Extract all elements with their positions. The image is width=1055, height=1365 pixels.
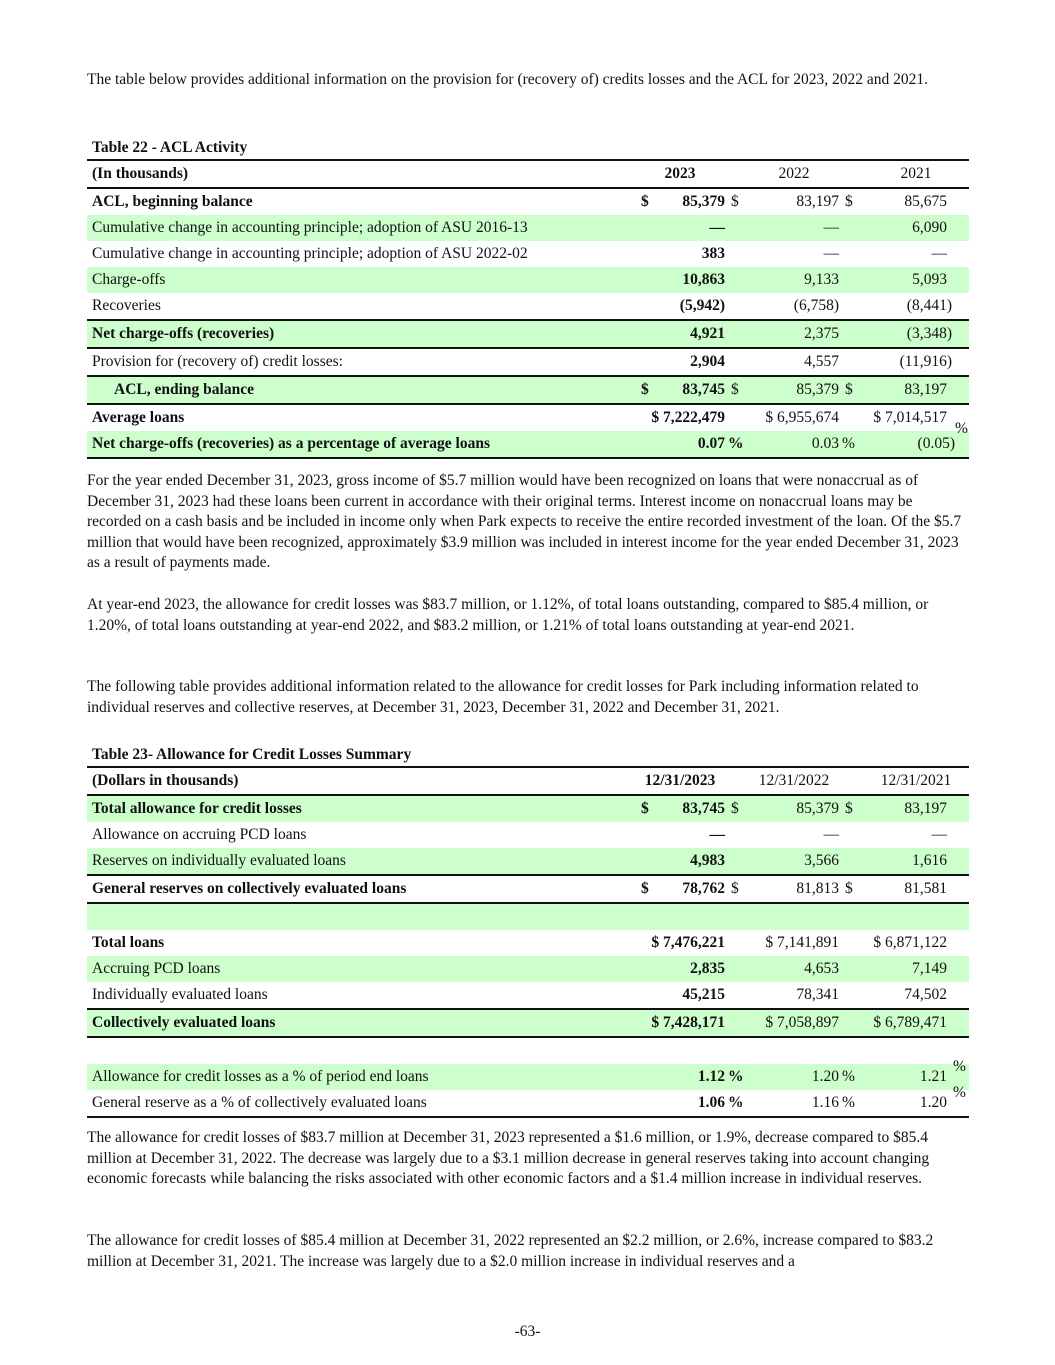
percent-sign: % xyxy=(839,1064,863,1090)
row-label: Recoveries xyxy=(87,293,635,320)
currency-symbol: $ xyxy=(725,376,749,404)
currency-symbol: $ xyxy=(635,795,659,822)
cell-value: (5,942) xyxy=(659,293,725,320)
row-label: ACL, beginning balance xyxy=(92,193,253,210)
table-row xyxy=(87,376,969,404)
currency-symbol: $ xyxy=(641,193,649,210)
cell-value: — xyxy=(823,245,839,262)
table-row xyxy=(87,215,969,241)
cell-value: 81,581 xyxy=(893,875,969,903)
paragraph-allowance-yearend: At year-end 2023, the allowance for credit losses was $83.7 million, or 1.12%, of total loans outstanding, compared to $85.4 million, or 1.20%, of total loans outstanding at year-end 2022, and $83.2 million, or 1.21% of total loans outstanding at year-end 2021. xyxy=(87,596,929,634)
cell-value: 7,149 xyxy=(893,956,969,982)
cell-value: (8,441) xyxy=(893,293,969,320)
percent-sign: % xyxy=(955,420,968,437)
row-label: Total allowance for credit losses xyxy=(87,795,635,822)
row-label: Accruing PCD loans xyxy=(87,956,635,982)
column-header-2022: 12/31/2022 xyxy=(749,767,839,795)
table-header-row xyxy=(87,767,969,795)
table-row xyxy=(87,1064,969,1090)
currency-symbol: $ xyxy=(839,875,863,903)
table-22-title: Table 22 - ACL Activity xyxy=(92,139,248,156)
cell-value: 78,341 xyxy=(779,982,839,1009)
table-row xyxy=(87,431,969,458)
cell-value: 9,133 xyxy=(779,267,839,293)
row-label: General reserve as a % of collectively evaluated loans xyxy=(87,1090,635,1117)
row-label: Charge-offs xyxy=(87,267,635,293)
cell-value: 85,379 xyxy=(779,376,839,404)
percent-sign: % xyxy=(839,1090,863,1117)
paragraph-2022-allowance-change: The allowance for credit losses of $85.4 million at December 31, 2022 represented an $2.2 million, or 2.6%, increase compared to $83.2 million at December 31, 2021. The increase was largely due to a $2.0 million increase in individual reserves and a xyxy=(87,1232,934,1270)
cell-value: 2,835 xyxy=(659,956,725,982)
cell-value: 4,921 xyxy=(659,320,725,348)
table-row xyxy=(87,348,969,376)
paragraph-following-table: The following table provides additional information related to the allowance for credit losses for Park including information related to individual reserves and collective reserves, at December 31, 2023, December 31, 2022 and December 31, 2021. xyxy=(87,678,919,716)
cell-value: 4,983 xyxy=(659,848,725,875)
table-23-title: Table 23- Allowance for Credit Losses Summary xyxy=(92,746,412,763)
cell-value: 83,745 xyxy=(659,376,725,404)
cell-value: (3,348) xyxy=(893,320,969,348)
table-row xyxy=(87,1090,969,1117)
percent-sign: % xyxy=(725,1064,749,1090)
row-label: General reserves on collectively evaluated loans xyxy=(87,875,635,903)
table-row xyxy=(87,1009,969,1037)
table-row xyxy=(87,822,969,848)
cell-value: $ 7,141,891 xyxy=(765,934,839,951)
row-label: Provision for (recovery of) credit losses: xyxy=(87,348,635,376)
percent-sign: % xyxy=(953,1084,966,1101)
column-header-2023: 12/31/2023 xyxy=(635,767,725,795)
table-row xyxy=(87,848,969,875)
cell-value: $ 7,058,897 xyxy=(725,1009,839,1037)
cell-value: 1.06 xyxy=(659,1090,725,1117)
cell-value: (11,916) xyxy=(893,348,969,376)
cell-value: 1.16 xyxy=(779,1090,839,1117)
cell-value: 1.21 xyxy=(893,1064,969,1090)
cell-value: — xyxy=(709,826,725,843)
cell-value: 78,762 xyxy=(659,875,725,903)
cell-value: 5,093 xyxy=(893,267,969,293)
cell-value: 83,197 xyxy=(893,376,969,404)
row-label: Net charge-offs (recoveries) xyxy=(87,320,635,348)
cell-value: $ 6,871,122 xyxy=(873,934,947,951)
row-label: Individually evaluated loans xyxy=(87,982,635,1009)
percent-sign: % xyxy=(725,1090,749,1117)
page-number: -63- xyxy=(514,1323,541,1340)
cell-value: 45,215 xyxy=(659,982,725,1009)
cell-value: $ 6,955,674 xyxy=(765,409,839,426)
cell-value: $ 7,428,171 xyxy=(635,1009,725,1037)
currency-symbol: $ xyxy=(725,795,749,822)
cell-value: 85,675 xyxy=(904,193,947,210)
cell-value: — xyxy=(779,215,839,241)
row-label: Allowance for credit losses as a % of period end loans xyxy=(87,1064,635,1090)
column-header-2023: 2023 xyxy=(635,160,725,188)
cell-value: 0.03 xyxy=(779,431,839,458)
cell-value: 74,502 xyxy=(893,982,969,1009)
unit-label: (Dollars in thousands) xyxy=(87,767,635,795)
table-row xyxy=(87,795,969,822)
table-header-row xyxy=(87,160,969,188)
table-22-acl-activity xyxy=(87,159,969,459)
column-header-2022: 2022 xyxy=(749,160,839,188)
table-row xyxy=(87,930,969,956)
cell-value: 383 xyxy=(701,245,725,262)
row-label: ACL, ending balance xyxy=(87,376,635,404)
cell-value: 6,090 xyxy=(893,215,969,241)
row-label: Cumulative change in accounting principle; adoption of ASU 2016-13 xyxy=(87,215,635,241)
cell-value: $ 6,789,471 xyxy=(839,1009,969,1037)
row-label: Average loans xyxy=(92,409,185,426)
table-row xyxy=(87,241,969,267)
cell-value: $ 7,476,221 xyxy=(651,934,725,951)
table-row xyxy=(87,956,969,982)
cell-value: $ 7,222,479 xyxy=(651,409,725,426)
cell-value: 10,863 xyxy=(659,267,725,293)
row-label: Reserves on individually evaluated loans xyxy=(87,848,635,875)
currency-symbol: $ xyxy=(839,795,863,822)
percent-sign: % xyxy=(725,431,749,458)
paragraph-2023-allowance-change: The allowance for credit losses of $83.7 million at December 31, 2023 represented a $1.6 million, or 1.9%, decrease compared to $85.4 million at December 31, 2022. The decrease was largely due to a $3.1 million decrease in general reserves taking into account changing economic forecasts while balancing the risks associated with other economic factors and a $1.4 million increase in individual reserves. xyxy=(87,1129,930,1187)
cell-value: 1.20 xyxy=(779,1064,839,1090)
row-label: Allowance on accruing PCD loans xyxy=(92,826,307,843)
currency-symbol: $ xyxy=(839,376,863,404)
cell-value: 83,197 xyxy=(796,193,839,210)
percent-sign: % xyxy=(839,431,863,458)
currency-symbol: $ xyxy=(845,193,853,210)
row-label: Net charge-offs (recoveries) as a percentage of average loans xyxy=(87,431,635,458)
column-header-2021: 2021 xyxy=(863,160,969,188)
row-label: Cumulative change in accounting principle; adoption of ASU 2022-02 xyxy=(92,245,528,262)
cell-value: 85,379 xyxy=(779,795,839,822)
cell-value: 1,616 xyxy=(893,848,969,875)
currency-symbol: $ xyxy=(635,376,659,404)
cell-value: 4,557 xyxy=(779,348,839,376)
column-header-2021: 12/31/2021 xyxy=(863,767,969,795)
row-label: Collectively evaluated loans xyxy=(87,1009,635,1037)
currency-symbol: $ xyxy=(635,875,659,903)
cell-value: 3,566 xyxy=(779,848,839,875)
cell-value: — xyxy=(659,215,725,241)
cell-value: 85,379 xyxy=(682,193,725,210)
cell-value: 1.20 xyxy=(893,1090,969,1117)
cell-value: — xyxy=(931,245,947,262)
percent-sign: % xyxy=(953,1058,966,1075)
cell-value: (6,758) xyxy=(779,293,839,320)
cell-value: $ 7,014,517 xyxy=(873,409,947,426)
table-row xyxy=(87,188,969,215)
cell-value: — xyxy=(823,826,839,843)
cell-value: 0.07 xyxy=(659,431,725,458)
unit-label: (In thousands) xyxy=(87,160,635,188)
cell-value: 81,813 xyxy=(779,875,839,903)
table-row xyxy=(87,267,969,293)
intro-paragraph: The table below provides additional information on the provision for (recovery of) credits losses and the ACL for 2023, 2022 and 2021. xyxy=(87,71,928,88)
table-row xyxy=(87,404,969,431)
cell-value: 2,375 xyxy=(779,320,839,348)
table-row xyxy=(87,293,969,320)
table-row xyxy=(87,982,969,1009)
row-label: Total loans xyxy=(92,934,165,951)
spacer-row xyxy=(87,1037,969,1064)
cell-value: 2,904 xyxy=(659,348,725,376)
currency-symbol: $ xyxy=(725,875,749,903)
cell-value: 1.12 xyxy=(659,1064,725,1090)
cell-value: 83,745 xyxy=(659,795,725,822)
cell-value: 83,197 xyxy=(893,795,969,822)
table-row xyxy=(87,320,969,348)
spacer-row xyxy=(87,903,969,930)
table-row xyxy=(87,875,969,903)
currency-symbol: $ xyxy=(731,193,739,210)
paragraph-nonaccrual-income: For the year ended December 31, 2023, gross income of $5.7 million would have been recognized on loans that were nonaccrual as of December 31, 2023 had these loans been current in accordance with their original terms. Interest income on nonaccrual loans may be recorded on a cash basis and be included in income only when Park expects to receive the entire recorded investment of the loan. Of the $5.7 million that would have been recognized, approximately $3.9 million was included in interest income for the year ended December 31, 2023 as a result of payments made. xyxy=(87,472,962,571)
cell-value: 4,653 xyxy=(779,956,839,982)
table-23-allowance-summary xyxy=(87,766,969,1118)
cell-value: — xyxy=(931,826,947,843)
cell-value: (0.05) xyxy=(893,431,969,458)
